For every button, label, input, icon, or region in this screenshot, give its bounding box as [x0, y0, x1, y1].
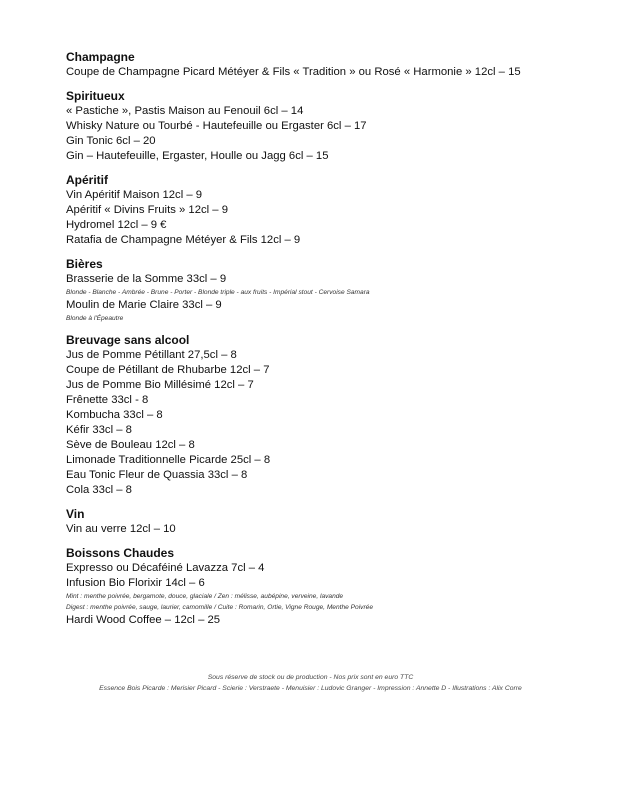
section-heading: Spiritueux	[66, 89, 125, 103]
item-description: Mint : menthe poivrée, bergamote, douce, glaciale / Zen : mélisse, aubépine, verveine, lavande	[66, 593, 344, 600]
menu-section	[66, 50, 586, 80]
menu-item: Cola 33cl – 8	[66, 484, 132, 496]
menu-item: Coupe de Champagne Picard Météyer & Fils « Tradition » ou Rosé « Harmonie » 12cl – 15	[66, 66, 521, 78]
item-description: Blonde - Blanche - Ambrée - Brune - Porter - Blonde triple - aux fruits - Impérial stout - Cervoise Samara	[66, 289, 370, 296]
section-heading: Champagne	[66, 50, 135, 64]
menu-section	[66, 89, 586, 164]
menu-item: Frênette 33cl - 8	[66, 394, 149, 406]
section-heading: Vin	[66, 507, 85, 521]
section-heading: Boissons Chaudes	[66, 546, 175, 560]
footer	[0, 672, 621, 694]
menu-item: Jus de Pomme Bio Millésimé 12cl – 7	[66, 379, 254, 391]
menu-section	[66, 333, 586, 498]
drinks-menu	[66, 50, 586, 637]
menu-item: « Pastiche », Pastis Maison au Fenouil 6cl – 14	[66, 105, 304, 117]
menu-item: Hardi Wood Coffee – 12cl – 25	[66, 614, 221, 626]
menu-item: Vin Apéritif Maison 12cl – 9	[66, 189, 203, 201]
menu-item: Hydromel 12cl – 9 €	[66, 219, 167, 231]
menu-section	[66, 173, 586, 248]
menu-item: Moulin de Marie Claire 33cl – 9	[66, 299, 222, 311]
item-description: Digest : menthe poivrée, sauge, laurier, camomille / Cuite : Romarin, Ortie, Vigne Rouge, Menthe Poivrée	[66, 604, 374, 611]
menu-item: Kombucha 33cl – 8	[66, 409, 163, 421]
menu-item: Gin – Hautefeuille, Ergaster, Houlle ou Jagg 6cl – 15	[66, 150, 329, 162]
menu-item: Ratafia de Champagne Météyer & Fils 12cl – 9	[66, 234, 301, 246]
section-heading: Breuvage sans alcool	[66, 333, 190, 347]
menu-item: Kéfir 33cl – 8	[66, 424, 132, 436]
menu-item: Eau Tonic Fleur de Quassia 33cl – 8	[66, 469, 248, 481]
menu-item: Expresso ou Décaféiné Lavazza 7cl – 4	[66, 562, 265, 574]
menu-section	[66, 257, 586, 324]
menu-item: Gin Tonic 6cl – 20	[66, 135, 156, 147]
menu-section	[66, 507, 586, 537]
menu-item: Brasserie de la Somme 33cl – 9	[66, 273, 227, 285]
menu-item: Sève de Bouleau 12cl – 8	[66, 439, 195, 451]
menu-item: Whisky Nature ou Tourbé - Hautefeuille ou Ergaster 6cl – 17	[66, 120, 367, 132]
footer-credits: Essence Bois Picarde : Merisier Picard - Scierie : Verstraete - Menuisier : Ludovic Granger - Impression : Annette D - Illustrations : Alix Corre	[99, 685, 522, 692]
menu-item: Apéritif « Divins Fruits » 12cl – 9	[66, 204, 228, 216]
menu-item: Vin au verre 12cl – 10	[66, 523, 176, 535]
footer-disclaimer: Sous réserve de stock ou de production - Nos prix sont en euro TTC	[207, 674, 414, 681]
menu-item: Limonade Traditionnelle Picarde 25cl – 8	[66, 454, 271, 466]
menu-item: Infusion Bio Florixir 14cl – 6	[66, 577, 205, 589]
item-description: Blonde à l'Épeautre	[66, 315, 124, 322]
menu-item: Coupe de Pétillant de Rhubarbe 12cl – 7	[66, 364, 270, 376]
section-heading: Bières	[66, 257, 103, 271]
menu-item: Jus de Pomme Pétillant 27,5cl – 8	[66, 349, 237, 361]
section-heading: Apéritif	[66, 173, 108, 187]
menu-section	[66, 546, 586, 628]
